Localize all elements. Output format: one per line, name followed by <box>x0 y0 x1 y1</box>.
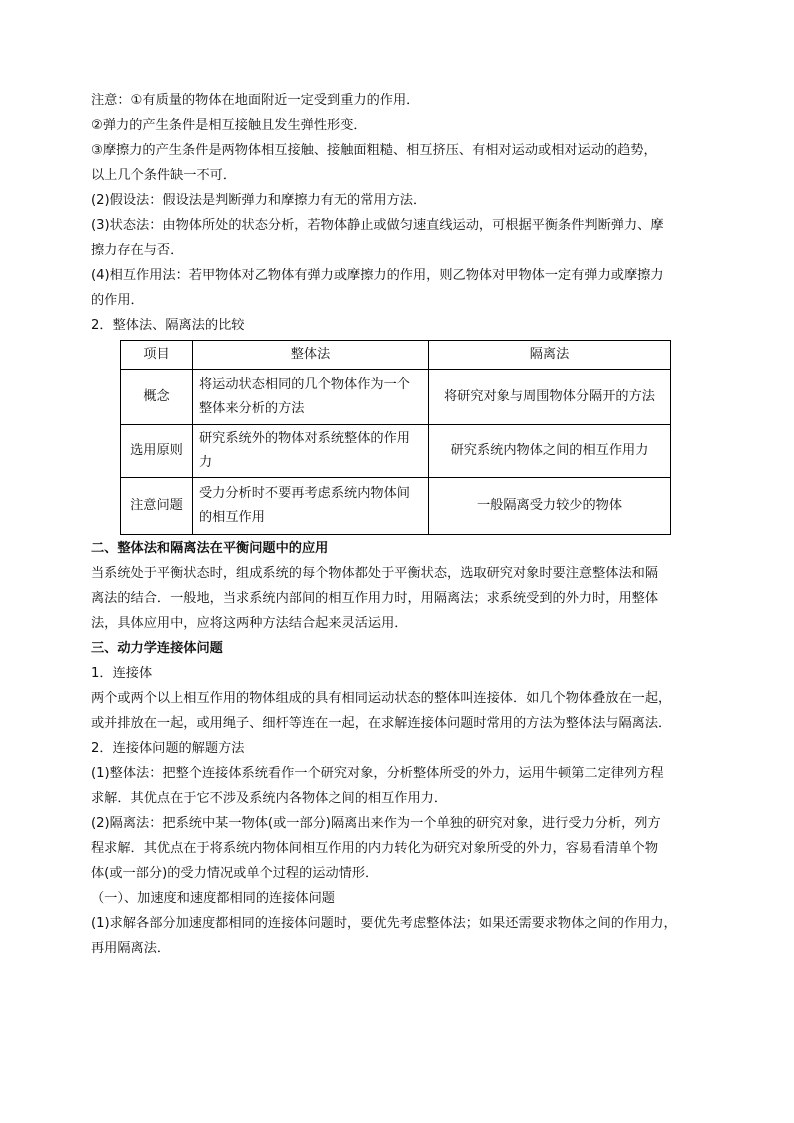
row-whole: 将运动状态相同的几个物体作为一个整体来分析的方法 <box>193 370 429 425</box>
note-line-5a: (3)状态法：由物体所处的状态分析，若物体静止或做匀速直线运动，可根据平衡条件判断弹力、摩 <box>91 218 664 233</box>
section-3-title: 三、动力学连接体问题 <box>91 641 223 656</box>
section-3-para-3c: 体(或一部分)的受力情况或单个过程的运动情形． <box>91 866 379 881</box>
note-line-2: ②弹力的产生条件是相互接触且发生弹性形变． <box>91 118 367 133</box>
note-line-4: (2)假设法：假设法是判断弹力和摩擦力有无的常用方法． <box>91 193 427 208</box>
row-isolate: 将研究对象与周围物体分隔开的方法 <box>429 370 671 425</box>
row-item: 选用原则 <box>121 425 193 478</box>
section-3-heading-1: 1．连接体 <box>91 666 153 681</box>
section-3-para-4b: 再用隔离法． <box>91 941 171 956</box>
section-2-para-a: 当系统处于平衡状态时，组成系统的每个物体都处于平衡状态，选取研究对象时要注意整体法和隔 <box>91 566 659 581</box>
section-2-para-b: 离法的结合．一般地，当求系统内部间的相互作用力时，用隔离法；求系统受到的外力时，用整体 <box>91 591 659 606</box>
section-3-para-2b: 求解．其优点在于它不涉及系统内各物体之间的相互作用力． <box>91 791 448 806</box>
row-whole: 受力分析时不要再考虑系统内物体间的相互作用 <box>193 478 429 535</box>
table-row <box>121 425 671 478</box>
note-line-3a: ③摩擦力的产生条件是两物体相互接触、接触面粗糙、相互挤压、有相对运动或相对运动的趋势， <box>91 143 657 158</box>
comparison-heading: 2．整体法、隔离法的比较 <box>91 318 245 333</box>
row-isolate: 研究系统内物体之间的相互作用力 <box>429 425 671 478</box>
table-row <box>121 478 671 535</box>
note-line-1: 注意：①有质量的物体在地面附近一定受到重力的作用． <box>91 93 420 108</box>
comparison-table <box>120 340 671 535</box>
section-3-heading-2: 2．连接体问题的解题方法 <box>91 741 245 756</box>
section-3-para-3b: 程求解．其优点在于将系统内物体间相互作用的内力转化为研究对象所受的外力，容易看清单个物 <box>91 841 659 856</box>
row-item: 注意问题 <box>121 478 193 535</box>
section-3-para-2a: (1)整体法：把整个连接体系统看作一个研究对象，分析整体所受的外力，运用牛顿第二定律列方程 <box>91 766 664 781</box>
note-line-6b: 的作用． <box>91 293 144 308</box>
table-header-row <box>121 341 671 370</box>
note-line-5b: 擦力存在与否． <box>91 243 184 258</box>
table-row <box>121 370 671 425</box>
row-isolate: 一般隔离受力较少的物体 <box>429 478 671 535</box>
note-line-3b: 以上几个条件缺一不可． <box>91 168 237 183</box>
section-3-para-3a: (2)隔离法：把系统中某一物体(或一部分)隔离出来作为一个单独的研究对象，进行受力分析，列方 <box>91 816 661 831</box>
header-isolate: 隔离法 <box>429 341 671 370</box>
section-2-title: 二、整体法和隔离法在平衡问题中的应用 <box>91 541 329 556</box>
section-2-para-c: 法，具体应用中，应将这两种方法结合起来灵活运用． <box>91 616 408 631</box>
row-item: 概念 <box>121 370 193 425</box>
header-item: 项目 <box>121 341 193 370</box>
row-whole: 研究系统外的物体对系统整体的作用力 <box>193 425 429 478</box>
document-page <box>91 88 709 961</box>
section-3-heading-3: （一）、加速度和速度都相同的连接体问题 <box>91 891 335 906</box>
note-line-6a: (4)相互作用法：若甲物体对乙物体有弹力或摩擦力的作用，则乙物体对甲物体一定有弹力或摩擦力 <box>91 268 664 283</box>
section-3-para-1b: 或并排放在一起，或用绳子、细杆等连在一起，在求解连接体问题时常用的方法为整体法与隔离法． <box>91 716 672 731</box>
header-whole: 整体法 <box>193 341 429 370</box>
section-3-para-4a: (1)求解各部分加速度都相同的连接体问题时，要优先考虑整体法；如果还需要求物体之间的作用力， <box>91 916 677 931</box>
section-3-para-1a: 两个或两个以上相互作用的物体组成的具有相同运动状态的整体叫连接体．如几个物体叠放在一起， <box>91 691 672 706</box>
